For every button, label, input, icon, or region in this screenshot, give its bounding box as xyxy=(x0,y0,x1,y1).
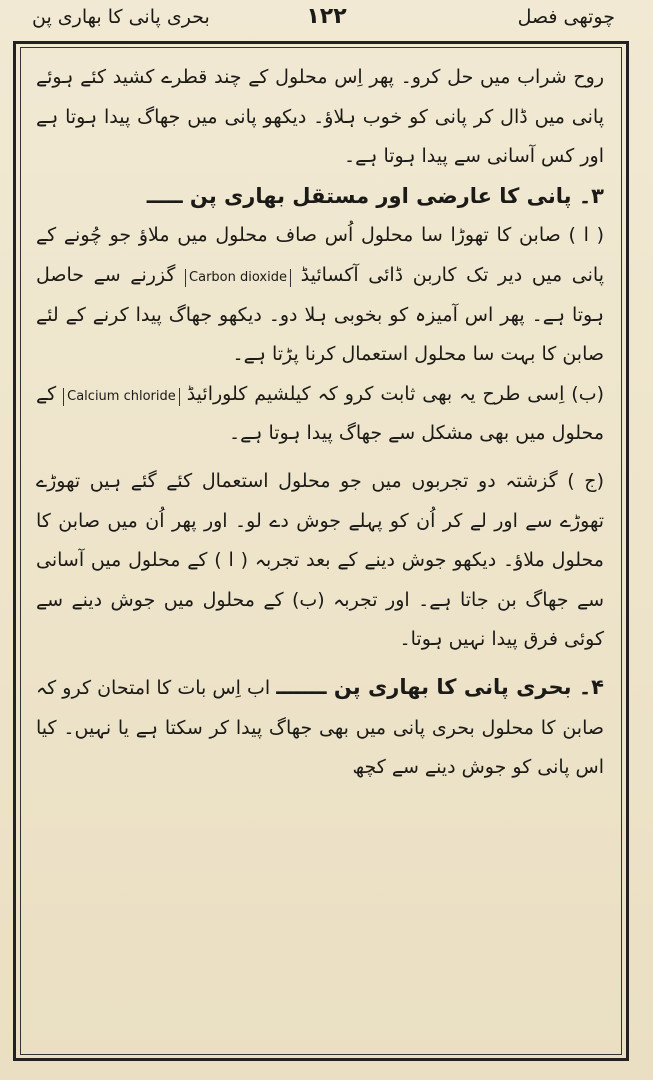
paragraph-3-text-a: (ب) اِسی طرح یہ بھی ثابت کرو کہ کیلشیم کلورائیڈ xyxy=(186,382,604,405)
paragraph-5 xyxy=(36,668,604,788)
page-header xyxy=(20,4,633,38)
paragraph-2-text-a: ( ا ) صابن کا تھوڑا سا محلول اُس صاف محلول میں ملاؤ جو چُونے کے پانی میں دیر تک کاربن ڈائی آکسائیڈ xyxy=(36,224,604,286)
page-body xyxy=(36,58,604,1048)
paragraph-3-text-b: کے محلول میں بھی مشکل سے جھاگ پیدا ہوتا ہے۔ xyxy=(36,382,604,445)
running-topic: بحری پانی کا بھاری پن xyxy=(32,6,210,28)
spacer xyxy=(36,660,604,668)
page-number: ۱۲۲ xyxy=(306,4,347,29)
paragraph-2 xyxy=(36,216,604,374)
section-3-heading-text: ۳۔ پانی کا عارضی اور مستقل بھاری پن ـــــ xyxy=(146,183,604,208)
paragraph-2-text-b: گزرنے سے حاصل ہوتا ہے۔ پھر اس آمیزہ کو بخوبی ہلا دو۔ دیکھو جھاگ پیدا کرنے کے لئے صابن کا بہت سا محلول استعمال کرنا پڑتا ہے۔ xyxy=(36,263,604,366)
spacer xyxy=(36,454,604,462)
chapter-title: چوتھی فصل xyxy=(517,6,615,28)
section-3-heading xyxy=(36,177,604,217)
paragraph-5-text: اب اِس بات کا امتحان کرو کہ صابن کا محلول بحری پانی میں بھی جھاگ پیدا کر سکتا ہے یا نہیں۔ کیا اس پانی کو جوش دینے سے کچھ xyxy=(36,676,604,779)
paragraph-1: روح شراب میں حل کرو۔ پھر اِس محلول کے چند قطرے کشید کئے ہوئے پانی میں ڈال کر پانی کو خوب ہلاؤ۔ دیکھو پانی میں جھاگ پیدا ہوتا ہے اور کس آسانی سے پیدا ہوتا ہے۔ xyxy=(36,66,604,168)
section-4-heading: ۴۔ بحری پانی کا بھاری پن ـــــــ xyxy=(276,674,604,699)
paragraph-4: (ج ) گزشتہ دو تجربوں میں جو محلول استعمال کئے گئے ہیں تھوڑے تھوڑے سے اور لے کر اُن کو پہلے جوش دے لو۔ اور پھر اُن میں صابن کا محلول ملاؤ۔ دیکھو جوش دینے کے بعد تجربہ ( ا ) کے محلول میں آسانی سے جھاگ بن جاتا ہے۔ اور تجربہ (ب) کے محلول میں جوش دینے سے کوئی فرق پیدا نہیں ہوتا۔ xyxy=(36,469,604,651)
carbon-dioxide-term: Carbon dioxide xyxy=(185,269,291,287)
paragraph-3 xyxy=(36,375,604,454)
calcium-chloride-term: Calcium chloride xyxy=(63,388,180,406)
